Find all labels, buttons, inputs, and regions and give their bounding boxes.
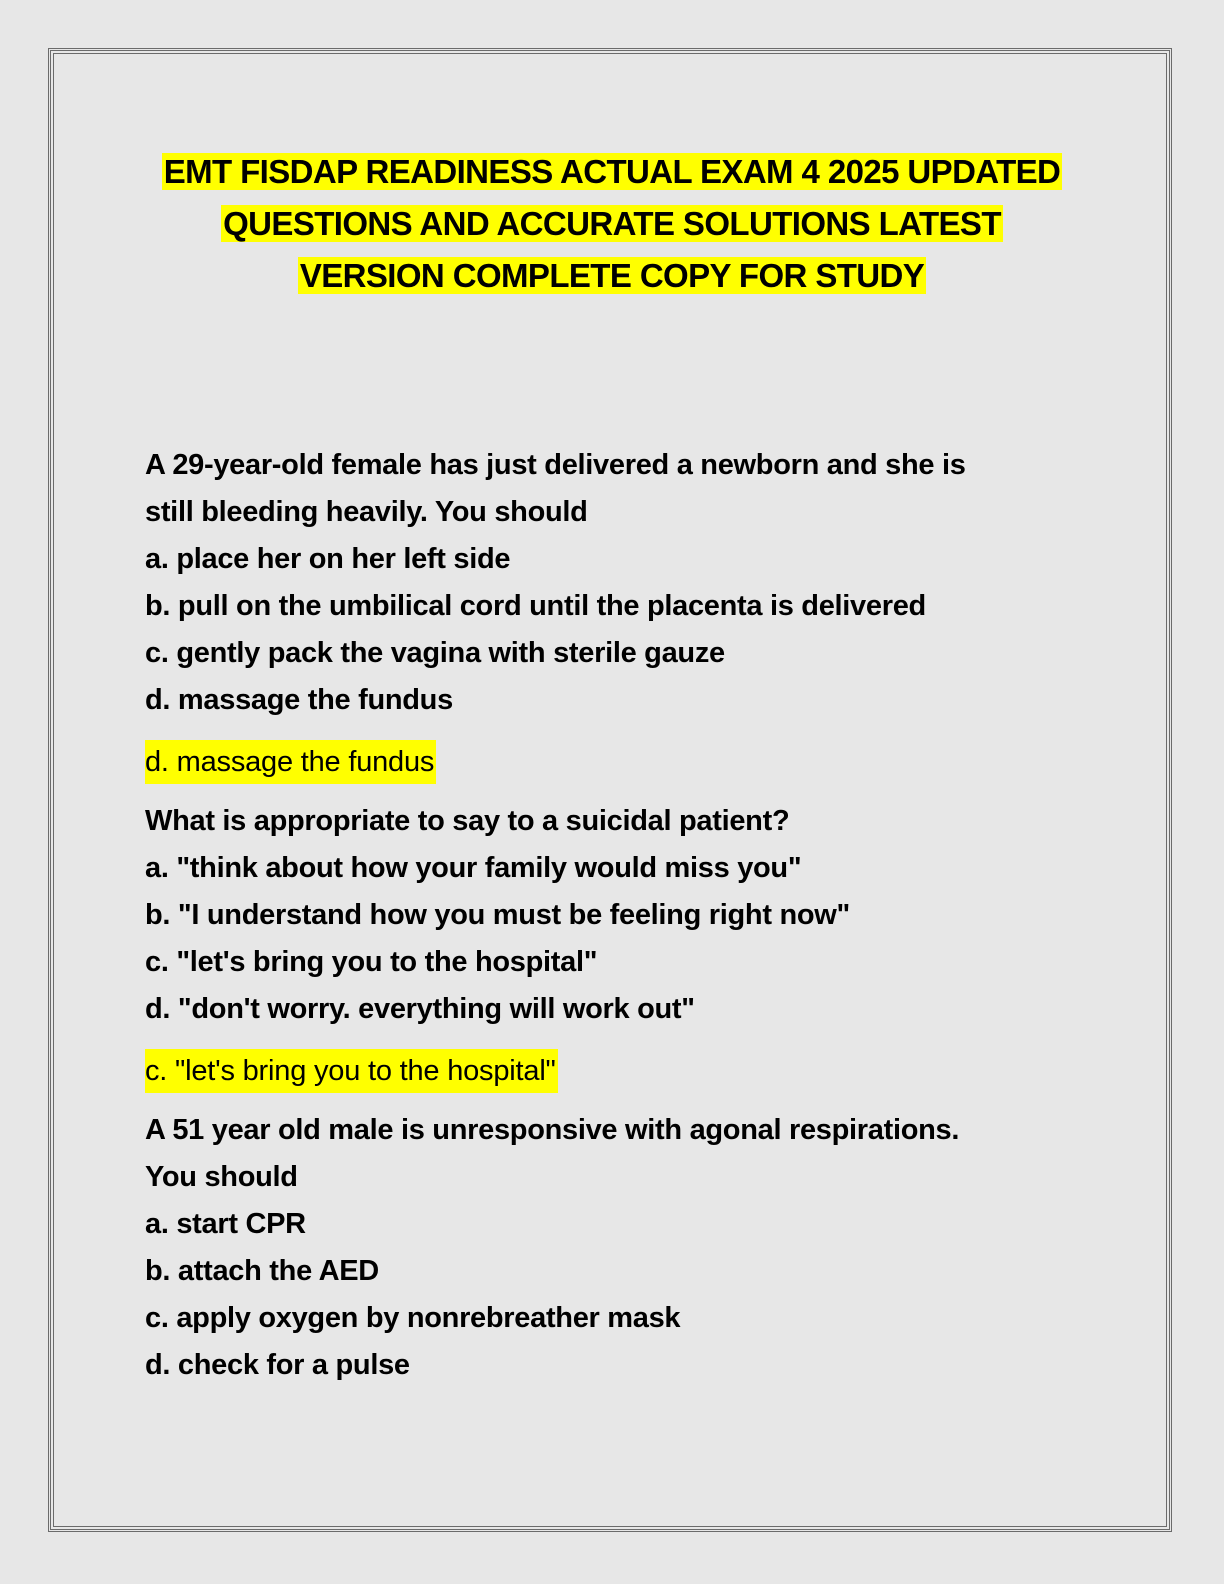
question-2-option-b: b. "I understand how you must be feeling right now" bbox=[145, 899, 850, 931]
questions-content bbox=[145, 442, 1105, 1389]
question-1-answer: d. massage the fundus bbox=[145, 740, 436, 784]
question-2-answer: c. "let's bring you to the hospital" bbox=[145, 1049, 558, 1093]
question-3-option-a: a. start CPR bbox=[145, 1208, 306, 1240]
question-1-option-d: d. massage the fundus bbox=[145, 684, 453, 716]
question-3-option-d: d. check for a pulse bbox=[145, 1349, 410, 1381]
question-1-stem-line-1: A 29-year-old female has just delivered a newborn and she is bbox=[145, 449, 966, 481]
question-3-option-b: b. attach the AED bbox=[145, 1255, 379, 1287]
question-3-stem-line-1: A 51 year old male is unresponsive with agonal respirations. bbox=[145, 1114, 960, 1146]
question-1-option-b: b. pull on the umbilical cord until the placenta is delivered bbox=[145, 590, 926, 622]
question-1-stem-line-2: still bleeding heavily. You should bbox=[145, 496, 588, 528]
question-2-option-d: d. "don't worry. everything will work out" bbox=[145, 993, 695, 1025]
question-1 bbox=[145, 442, 1105, 798]
title-line-3: VERSION COMPLETE COPY FOR STUDY bbox=[299, 257, 925, 294]
question-3-stem-line-2: You should bbox=[145, 1161, 298, 1193]
title-line-1: EMT FISDAP READINESS ACTUAL EXAM 4 2025 UPDATED bbox=[163, 153, 1061, 190]
question-2-option-c: c. "let's bring you to the hospital" bbox=[145, 946, 598, 978]
question-1-option-a: a. place her on her left side bbox=[145, 543, 511, 575]
question-2-option-a: a. "think about how your family would miss you" bbox=[145, 852, 802, 884]
question-1-option-c: c. gently pack the vagina with sterile gauze bbox=[145, 637, 725, 669]
title-line-2: QUESTIONS AND ACCURATE SOLUTIONS LATEST bbox=[223, 205, 1001, 242]
document-title bbox=[110, 146, 1114, 302]
question-2-stem-line-1: What is appropriate to say to a suicidal patient? bbox=[145, 805, 790, 837]
question-3-option-c: c. apply oxygen by nonrebreather mask bbox=[145, 1302, 681, 1334]
question-3 bbox=[145, 1107, 1105, 1389]
question-2 bbox=[145, 798, 1105, 1107]
